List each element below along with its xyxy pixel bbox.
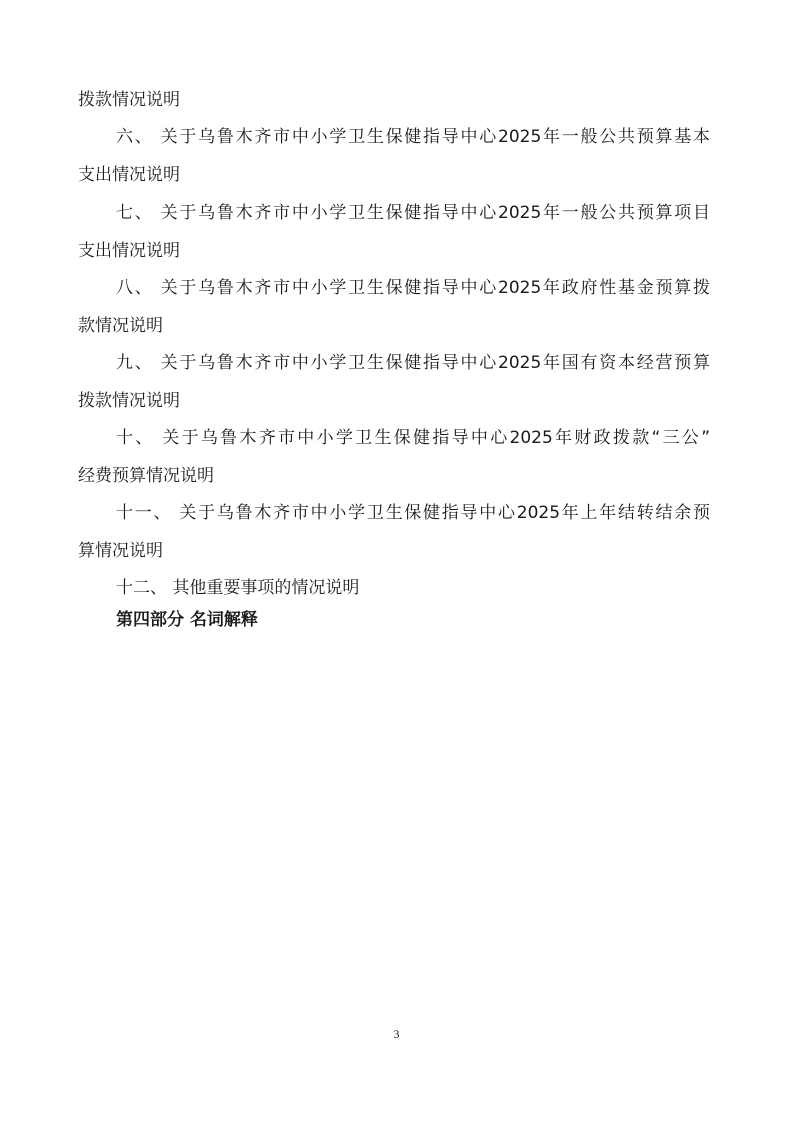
text-line: 支出情况说明: [78, 165, 180, 185]
toc-item-ten: 十、 关于乌鲁木齐市中小学卫生保健指导中心2025年财政拨款“三公”: [116, 428, 710, 448]
toc-item-eleven: 十一、 关于乌鲁木齐市中小学卫生保健指导中心2025年上年结转结余预: [116, 503, 710, 523]
text-line: 款情况说明: [78, 316, 163, 336]
toc-item-nine: 九、 关于乌鲁木齐市中小学卫生保健指导中心2025年国有资本经营预算: [116, 353, 710, 373]
toc-item-eight: 八、 关于乌鲁木齐市中小学卫生保健指导中心2025年政府性基金预算拨: [116, 278, 710, 298]
text-line: 支出情况说明: [78, 241, 180, 261]
page-number: 3: [393, 1027, 400, 1041]
toc-item-seven: 七、 关于乌鲁木齐市中小学卫生保健指导中心2025年一般公共预算项目: [116, 203, 710, 223]
section-heading: 第四部分 名词解释: [116, 610, 258, 630]
toc-item-six: 六、 关于乌鲁木齐市中小学卫生保健指导中心2025年一般公共预算基本: [116, 127, 710, 147]
text-line: 拨款情况说明: [78, 90, 180, 110]
text-line: 拨款情况说明: [78, 391, 180, 411]
text-line: 经费预算情况说明: [78, 466, 214, 486]
toc-item-twelve: 十二、 其他重要事项的情况说明: [116, 578, 360, 598]
text-line: 算情况说明: [78, 541, 163, 561]
